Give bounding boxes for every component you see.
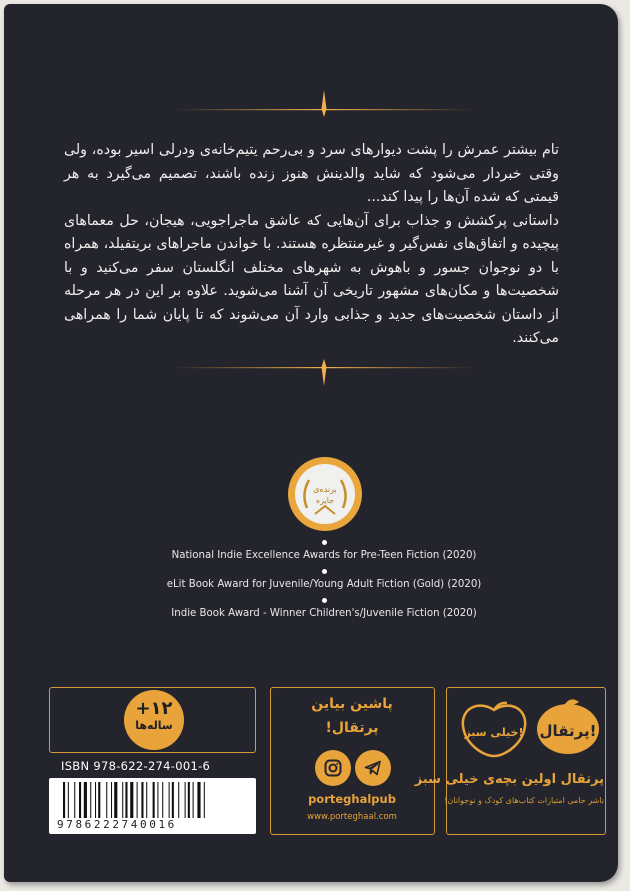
barcode	[49, 778, 256, 834]
website-link[interactable]: www.porteghaal.com	[307, 812, 397, 822]
bullet-icon	[322, 569, 327, 574]
publisher-info-panel	[49, 687, 606, 835]
award-text: eLit Book Award for Juvenile/Young Adult Fiction (Gold) (2020)	[166, 579, 482, 590]
award-text: Indie Book Award - Winner Children's/Juvenile Fiction (2020)	[171, 608, 477, 619]
award-item	[64, 540, 584, 569]
barcode-digits: 9786222740016	[57, 818, 177, 831]
book-description	[64, 139, 559, 351]
bullet-icon	[322, 598, 327, 603]
top-ornament-divider	[4, 88, 618, 118]
social-handle[interactable]: porteghalpub	[308, 792, 396, 806]
age-rating-label: ساله‌ها	[135, 719, 173, 732]
award-item	[64, 569, 584, 598]
logo-text: پرتقال!	[539, 722, 597, 740]
age-rating-number: +۱۲	[135, 698, 173, 719]
instagram-icon[interactable]	[315, 750, 351, 786]
age-rating-badge	[124, 690, 184, 750]
social-box	[270, 687, 435, 835]
age-rating-box	[49, 687, 256, 753]
porteghal-logo-icon	[535, 698, 601, 756]
award-text: National Indie Excellence Awards for Pre-Teen Fiction (2020)	[171, 550, 477, 561]
slogan	[271, 692, 433, 740]
awards-list	[64, 540, 584, 627]
publisher-brand-box	[414, 687, 606, 835]
brand-subtitle: ناشر حامی امتیازات کتاب‌های کودک و نوجوانان!	[444, 796, 604, 805]
kheili-sabz-logo-icon	[459, 700, 529, 760]
book-back-cover	[4, 4, 618, 882]
sub-logo-text: خیلی سبز!	[464, 726, 524, 739]
telegram-icon[interactable]	[355, 750, 391, 786]
description-paragraph-1: تام بیشتر عمرش را پشت دیوارهای سرد و بی‌رحم یتیم‌خانه‌ی ودرلی اسیر بوده، ولی وقتی خبردار می‌شود که شاید والدینش هنوز زنده باشند، تصمیم می‌گیرد به هر قیمتی که شده آن‌ها را پیدا کند...	[64, 142, 559, 205]
bullet-icon	[322, 540, 327, 545]
award-item	[64, 598, 584, 627]
description-paragraph-2: داستانی پرکشش و جذاب برای آن‌هایی که عاشق ماجراجویی، هیجان، حل معماهای پیچیده و اتفاق‌های نفس‌گیر و غیرمنتظره هستند. با خواندن ماجراهای بریتفیلد، همراه با دو نوجوان جسور و باهوش به شهرهای مختلف انگلستان سفر می‌کنید و با شخصیت‌ها و مکان‌های مشهور تاریخی آن آشنا می‌شوید. علاوه بر این در هر مرحله از داستان شخصیت‌های جدید و جذابی وارد آن می‌شوند که تا پایان شما را همراهی می‌کنند.	[64, 212, 559, 346]
slogan-line-2: پرتقال!	[325, 720, 379, 736]
award-medal-icon	[287, 456, 363, 532]
bottom-ornament-divider	[4, 358, 618, 388]
medal-text-line-1: برنده‌ی	[313, 485, 337, 494]
medal-text-line-2: جایزه	[315, 496, 335, 505]
barcode-bars-icon	[61, 782, 245, 818]
brand-tagline: پرتقال اولین بچه‌ی خیلی سبز	[414, 772, 604, 787]
isbn-number: ISBN 978-622-274-001-6	[61, 759, 211, 773]
slogan-line-1: پاشین بیاین	[311, 696, 393, 712]
